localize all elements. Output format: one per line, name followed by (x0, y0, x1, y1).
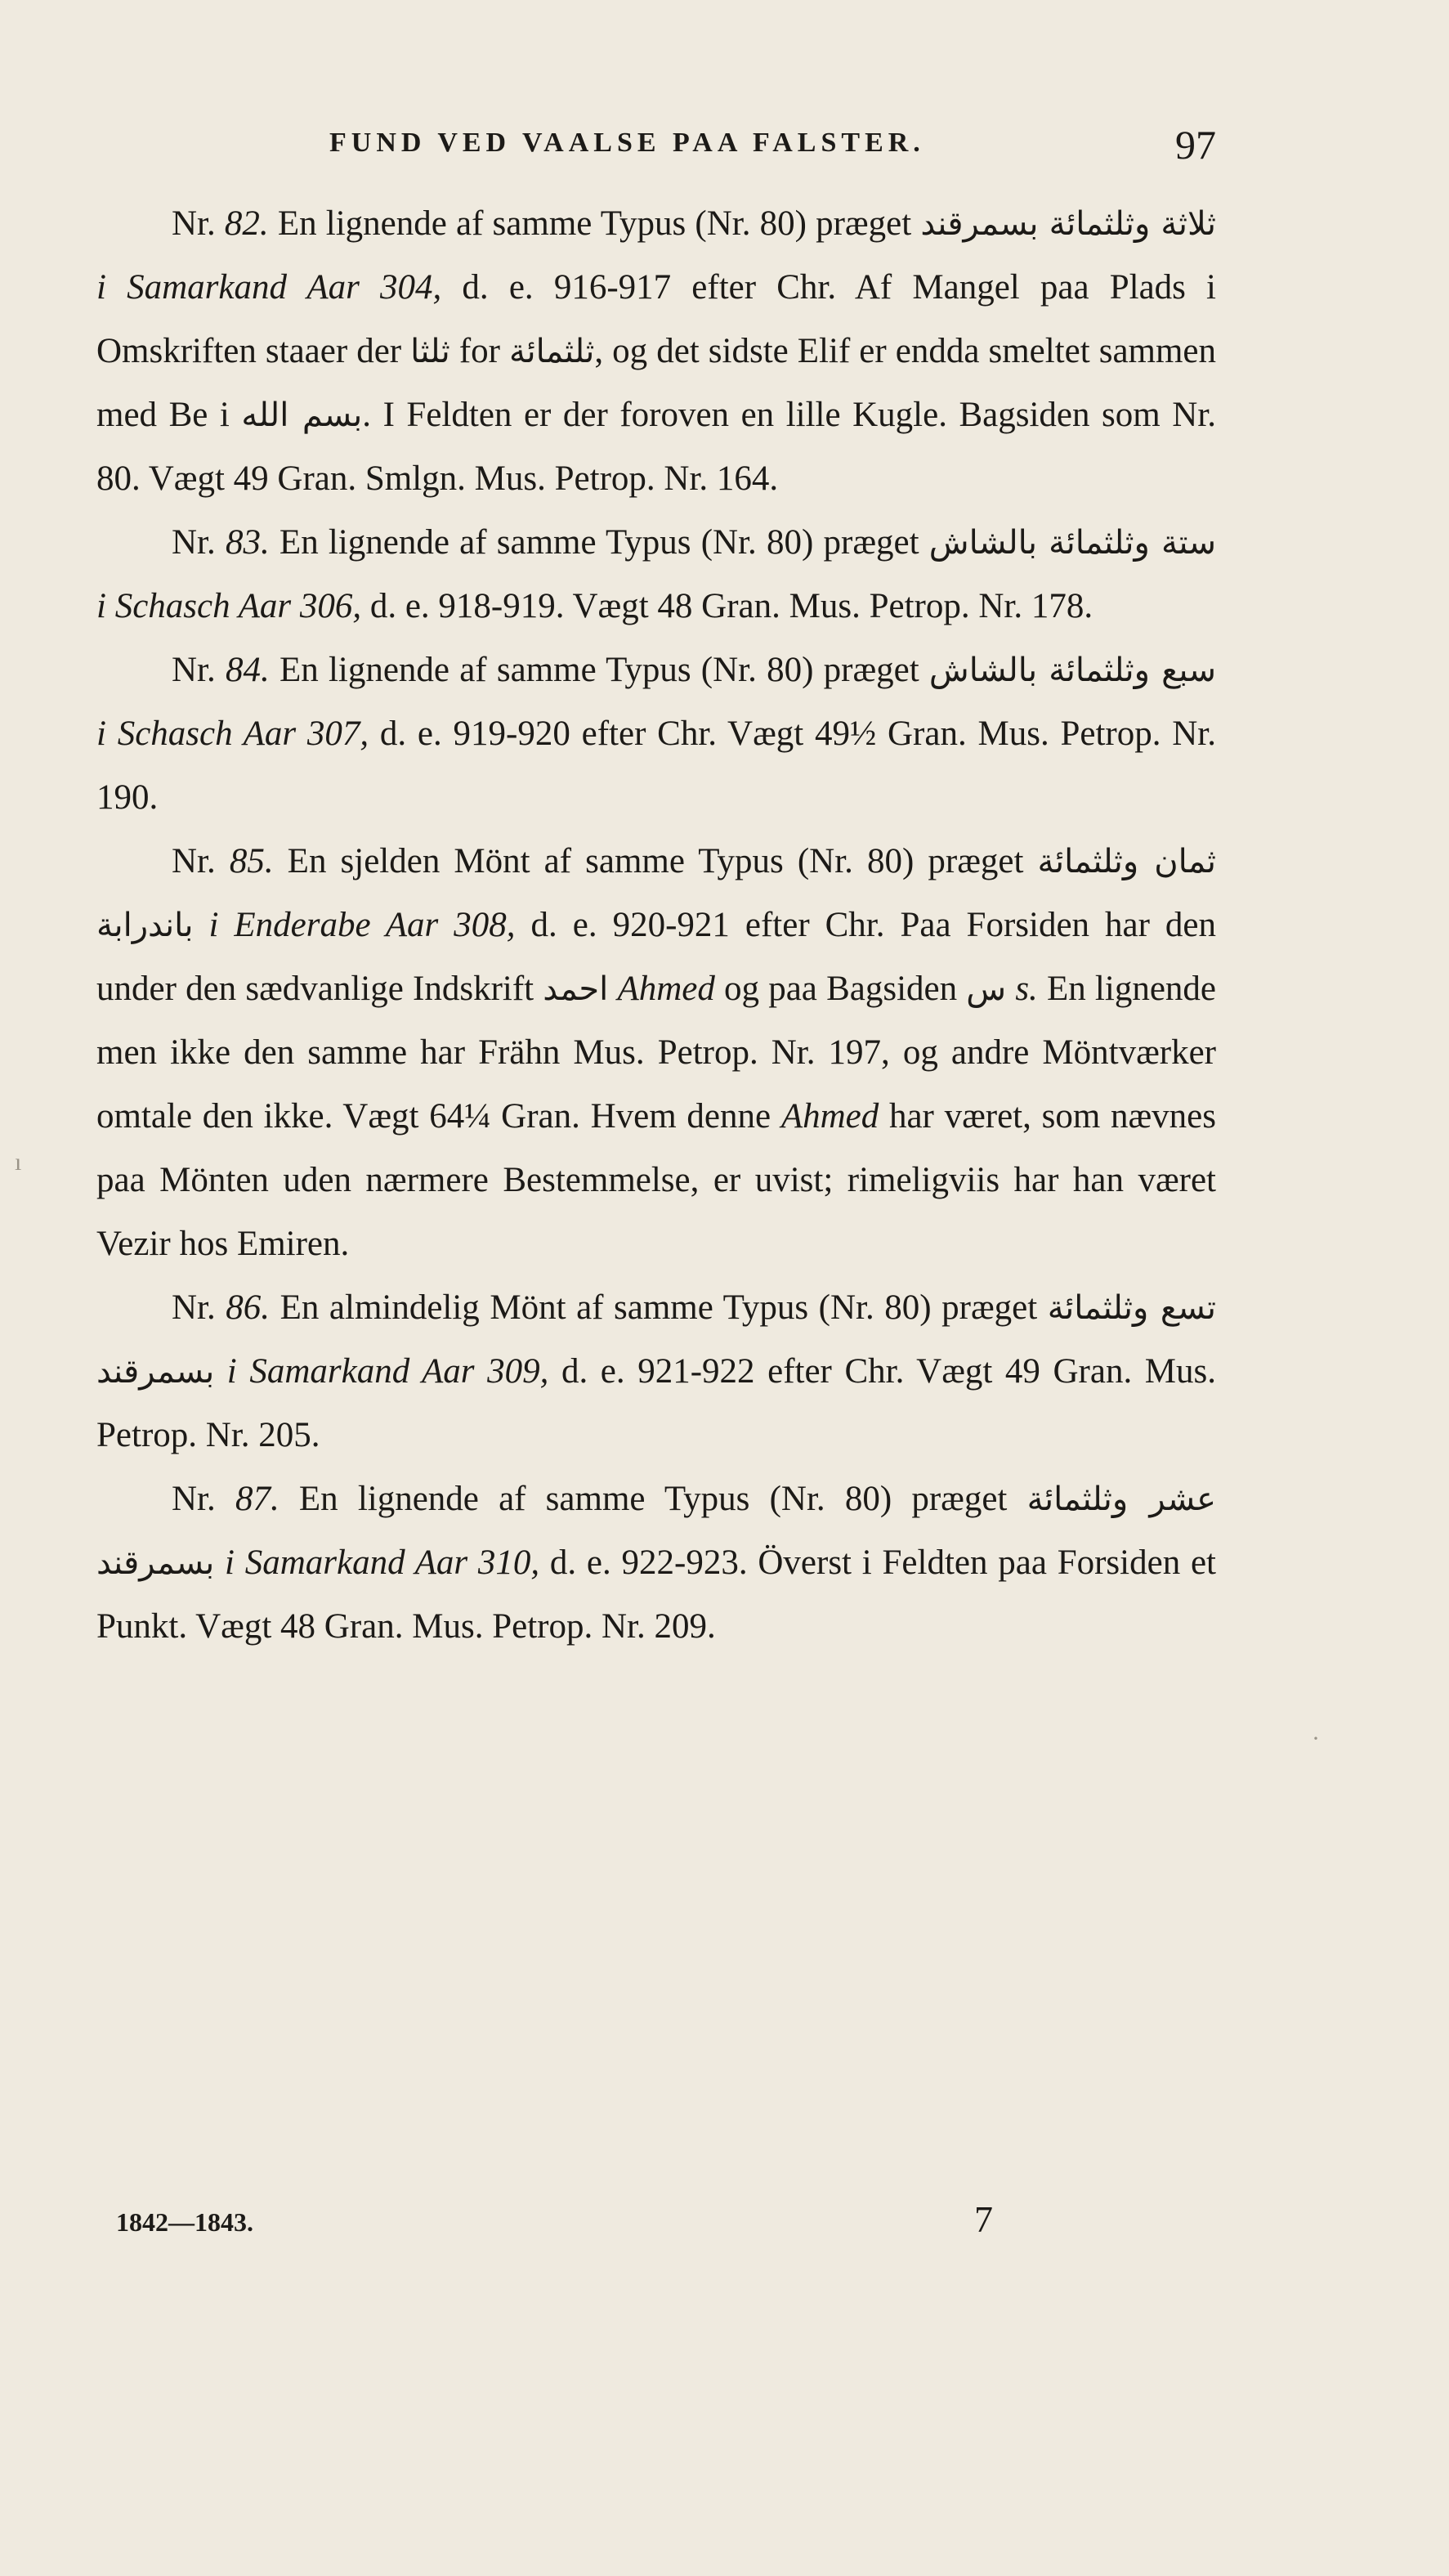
margin-tick: ı (15, 1149, 22, 1176)
italic-text: Ahmed (780, 1097, 879, 1136)
body-text (608, 970, 617, 1008)
body-text (1006, 970, 1015, 1008)
italic-text: i Enderabe Aar 308, (208, 906, 516, 944)
printer-signature: 1842—1843. (116, 2207, 253, 2237)
page-header (96, 121, 1216, 178)
italic-text: 84. (225, 651, 270, 689)
italic-text: 83. (225, 523, 270, 562)
body-text: En lignende af samme Typus (Nr. 80) præget (269, 651, 929, 689)
body-text: d. e. 922-923. Överst i Feldten paa Forsiden et Punkt. Vægt 48 Gran. Mus. Petrop. Nr. 209. (96, 1543, 1216, 1646)
arabic-inscription: س (966, 970, 1007, 1008)
body-text: En sjelden Mönt af samme Typus (Nr. 80) præget (273, 842, 1038, 880)
arabic-inscription: تسع وثلثمائة بسمرقند (96, 1289, 1216, 1391)
italic-text: i Schasch Aar 307, (96, 715, 369, 753)
arabic-inscription: ثلثمائة (509, 333, 595, 370)
arabic-inscription: عشر وثلثمائة بسمرقند (96, 1481, 1216, 1582)
body-text: har været, som nævnes paa Mönten uden nærmere Bestemmelse, er uvist; rimeligviis har han været Vezir hos Emiren. (96, 1097, 1216, 1263)
body-text (193, 906, 208, 944)
body-text: d. e. 921-922 efter Chr. Vægt 49 Gran. Mus. Petrop. Nr. 205. (96, 1352, 1217, 1454)
arabic-inscription: ثمان وثلثمائة باندرابة (96, 843, 1217, 944)
body-text (214, 1543, 225, 1582)
arabic-inscription: احمد (543, 970, 609, 1008)
body-text: Nr. (172, 204, 225, 243)
italic-text: 85. (229, 842, 274, 880)
body-text: En almindelig Mönt af samme Typus (Nr. 80) præget (270, 1288, 1048, 1327)
arabic-inscription: ثلثا (410, 333, 450, 370)
body-text: d. e. 918-919. Vægt 48 Gran. Mus. Petrop. Nr. 178. (361, 587, 1093, 625)
coin-entry-86 (96, 1276, 1216, 1467)
italic-text: 86. (226, 1288, 271, 1327)
body-text: Nr. (172, 523, 226, 562)
body-text: Nr. (172, 651, 226, 689)
arabic-inscription: سبع وثلثمائة بالشاش (928, 652, 1216, 689)
body-text: d. e. 919-920 efter Chr. Vægt 49½ Gran. Mus. Petrop. Nr. 190. (96, 715, 1216, 817)
body-text: En lignende af samme Typus (Nr. 80) præget (268, 204, 921, 243)
page-number: 97 (1175, 122, 1216, 168)
coin-entry-87 (96, 1467, 1216, 1659)
coin-entry-84 (96, 638, 1216, 830)
body-text: En lignende af samme Typus (Nr. 80) præget (279, 1480, 1027, 1518)
arabic-inscription: ثلاثة وثلثمائة بسمرقند (920, 205, 1216, 243)
body-text (214, 1352, 227, 1391)
page-footer (116, 2197, 1187, 2255)
body-text: for (449, 332, 510, 370)
body-text: Nr. (172, 1288, 226, 1327)
arabic-inscription: بسم الله (241, 396, 363, 434)
italic-text: i Samarkand Aar 304, (96, 268, 442, 307)
body-text: Nr. (172, 842, 230, 880)
running-head: FUND VED VAALSE PAA FALSTER. (329, 128, 925, 158)
body-text: d. e. 920-921 efter Chr. Paa Forsiden har den under den sædvanlige Indskrift (96, 906, 1217, 1008)
body-text: , og det sidste Elif er endda smeltet sammen med Be i (96, 332, 1217, 434)
coin-entry-85 (96, 830, 1216, 1276)
body-text: d. e. 916-917 efter Chr. Af Mangel paa Plads i Omskriften staaer der (96, 268, 1216, 370)
margin-tick: · (1312, 1725, 1320, 1752)
italic-text: i Schasch Aar 306, (96, 587, 362, 625)
catalogue-entries (96, 192, 1216, 1659)
sheet-number: 7 (974, 2198, 993, 2240)
italic-text: 82. (224, 204, 269, 243)
body-text: En lignende men ikke den samme har Frähn Mus. Petrop. Nr. 197, og andre Möntværker omtale den ikke. Vægt 64¼ Gran. Hvem denne (96, 970, 1216, 1136)
coin-entry-82 (96, 192, 1216, 511)
italic-text: s. (1015, 970, 1038, 1008)
body-text: En lignende af samme Typus (Nr. 80) præget (269, 523, 929, 562)
italic-text: Ahmed (617, 970, 715, 1008)
body-text: . I Feldten er der foroven en lille Kugle. Bagsiden som Nr. 80. Vægt 49 Gran. Smlgn. Mus. Petrop. Nr. 164. (96, 396, 1217, 498)
arabic-inscription: ستة وثلثمائة بالشاش (928, 524, 1216, 562)
italic-text: i Samarkand Aar 309, (226, 1352, 549, 1391)
coin-entry-83 (96, 511, 1216, 638)
italic-text: 87. (235, 1480, 280, 1518)
body-text: og paa Bagsiden (714, 970, 967, 1008)
body-text: Nr. (172, 1480, 235, 1518)
italic-text: i Samarkand Aar 310, (224, 1543, 540, 1582)
